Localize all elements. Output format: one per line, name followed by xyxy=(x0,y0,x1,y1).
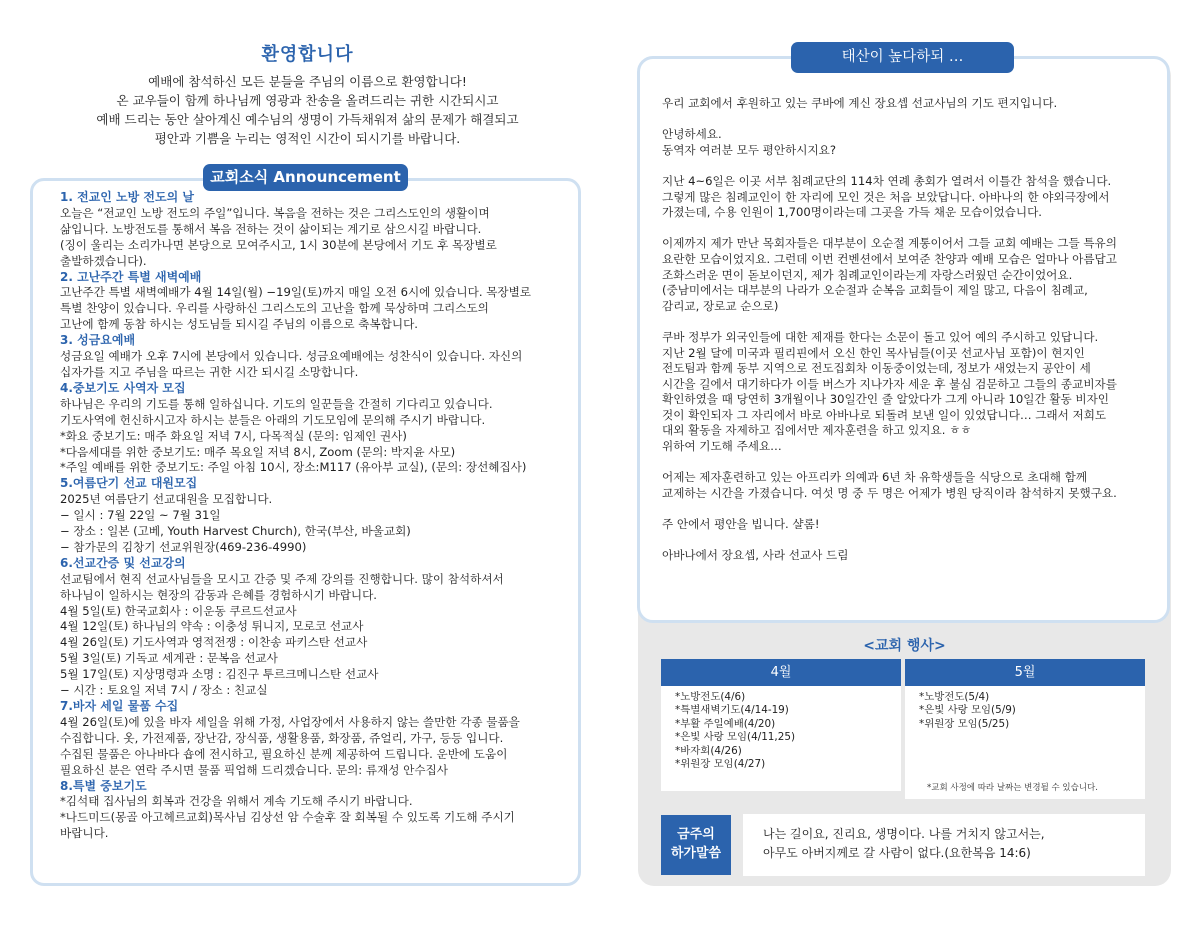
event-list xyxy=(661,686,901,771)
announcement-line: *다음세대를 위한 중보기도: 매주 목요일 저녁 8시, Zoom (문의: 박지윤 사모) xyxy=(60,444,456,459)
announcement-line: 수집된 물품은 아나바다 숍에 전시하고, 필요하신 분께 제공하여 드립니다. 운반에 도움이 xyxy=(60,746,508,761)
welcome-section xyxy=(40,40,575,148)
letter-line: 주 안에서 평안을 빕니다. 샬롬! xyxy=(662,517,820,532)
announcement-line: 성금요일 예배가 오후 7시에 본당에서 있습니다. 성금요예배에는 성찬식이 있습니다. 자신의 xyxy=(60,349,523,364)
letter-line: 시간을 길에서 대기하다가 이들 버스가 지나가자 세운 후 불심 검문하고 그들의 종교비자를 xyxy=(662,376,1117,391)
event-item: * 바자회(4/26) xyxy=(675,745,901,758)
announcement-line: − 참가문의 김창기 선교위원장(469-236-4990) xyxy=(60,539,307,554)
letter-line: 동역자 여러분 모두 평안하시지요? xyxy=(662,142,837,157)
event-item: * 부활 주일예배(4/20) xyxy=(675,718,901,731)
announcement-line: *나드미드(몽골 아고헤르교회)목사님 김상선 암 수술후 잘 회복될 수 있도록 기도해 주시기 xyxy=(60,810,515,825)
letter-line: (중남미에서는 대부분의 나라가 오순절과 순복음 교회들이 제일 많고, 다음이 침례교, xyxy=(662,283,1088,298)
paragraph-gap xyxy=(662,221,1152,237)
letter-line: 지난 4~6일은 이곳 서부 침례교단의 114차 연례 총회가 열려서 이틀간 참석을 했습니다. xyxy=(662,173,1112,188)
announcement-line: *화요 중보기도: 매주 화요일 저녁 7시, 다목적실 (문의: 임제인 권사) xyxy=(60,428,407,443)
events-april xyxy=(661,659,901,791)
month-header: 5월 xyxy=(905,659,1145,686)
events-note: *교회 사정에 따라 날짜는 변경될 수 있습니다. xyxy=(927,783,1098,793)
letter-content xyxy=(662,96,1152,564)
announcements-header: 교회소식 Announcement xyxy=(203,164,408,191)
announcements-content xyxy=(60,190,575,842)
announcement-title: 3. 성금요예배 xyxy=(60,333,136,348)
announcement-line: 출발하겠습니다). xyxy=(60,253,147,268)
announcement-line: 2025년 여름단기 선교대원을 모집합니다. xyxy=(60,492,273,507)
letter-line: 그렇게 많은 침례교인이 한 자리에 모인 것은 처음 보았답니다. 아바나의 한 야외극장에서 xyxy=(662,189,1110,204)
welcome-line: 평안과 기쁨을 누리는 영적인 시간이 되시기를 바랍니다. xyxy=(154,131,461,146)
announcement-line: 하나님은 우리의 기도를 통해 일하십니다. 기도의 일꾼들을 간절히 기다리고 있습니다. xyxy=(60,396,493,411)
announcement-line: 삶입니다. 노방전도를 통해서 복음 전하는 것이 삶이되는 계기로 삼으시길 바랍니다. xyxy=(60,221,482,236)
announcement-line: − 시간 : 토요일 저녁 7시 / 장소 : 친교실 xyxy=(60,683,268,698)
announcement-line: 4월 26일(토) 기도사역과 영적전쟁 : 이찬송 파키스탄 선교사 xyxy=(60,635,368,650)
events-title: <교회 행사> xyxy=(863,638,946,654)
announcement-title: 1. 전교인 노방 전도의 날 xyxy=(60,190,194,204)
announcement-line: 특별 찬양이 있습니다. 우리를 사랑하신 그리스도의 고난을 함께 묵상하며 그리스도의 xyxy=(60,301,489,316)
letter-line: 대외 활동을 자제하고 집에서만 제자훈련을 하고 있지요. ㅎㅎ xyxy=(662,423,972,438)
letter-header: 태산이 높다하되 … xyxy=(791,42,1014,73)
letter-line: 우리 교회에서 후원하고 있는 쿠바에 계신 장요셉 선교사님의 기도 편지입니다. xyxy=(662,96,1058,110)
letter-line: 확인하였을 때 당연히 3개월이나 30일간인 줄 알았다가 그게 아니라 10일간 활동 비자인 xyxy=(662,392,1110,407)
announcement-line: 5월 17일(토) 지상명령과 소명 : 김진구 투르크메니스탄 선교사 xyxy=(60,667,379,682)
month-header: 4월 xyxy=(661,659,901,686)
verse-label xyxy=(661,815,731,875)
event-item: * 위원장 모임(5/25) xyxy=(919,718,1145,731)
letter-line: 아바나에서 장요셉, 사라 선교사 드림 xyxy=(662,548,849,563)
announcement-title: 8.특별 중보기도 xyxy=(60,778,147,793)
announcement-line: 필요하신 분은 연락 주시면 물품 픽업해 드리겠습니다. 문의: 류재성 안수집사 xyxy=(60,762,448,777)
announcement-title: 7.바자 세일 물품 수집 xyxy=(60,699,179,713)
event-item: * 은빛 사랑 모임(5/9) xyxy=(919,704,1145,717)
announcement-line: 수집합니다. 옷, 가전제품, 장난감, 장식품, 생활용품, 화장품, 쥬얼리, 가구, 등등 입니다. xyxy=(60,730,504,745)
letter-line: 어제는 제자훈련하고 있는 아프리카 의예과 6년 차 유학생들을 식당으로 초대해 함께 xyxy=(662,470,1088,485)
event-item: * 노방전도(4/6) xyxy=(675,691,901,704)
event-list xyxy=(905,686,1145,731)
letter-line: 위하여 기도해 주세요… xyxy=(662,439,782,454)
announcement-line: 기도사역에 헌신하시고자 하시는 분들은 아래의 기도모임에 문의해 주시기 바랍니다. xyxy=(60,412,486,427)
letter-line: 교제하는 시간을 가졌습니다. 여섯 명 중 두 명은 어제가 병원 당직이라 참석하지 못했구요. xyxy=(662,485,1117,500)
announcement-line: 고난에 함께 동참 하시는 성도님들 되시길 주님의 이름으로 축복합니다. xyxy=(60,317,418,332)
welcome-line: 예배 드리는 동안 살아계신 예수님의 생명이 가득채워져 삶의 문제가 해결되고 xyxy=(96,112,519,127)
announcement-line: 십자가를 지고 주님을 따르는 귀한 시간 되시길 소망합니다. xyxy=(60,364,359,379)
paragraph-gap xyxy=(662,314,1152,330)
announcement-title: 4.중보기도 사역자 모집 xyxy=(60,380,186,395)
announcement-line: 하나님이 일하시는 현장의 감동과 은혜를 경험하시기 바랍니다. xyxy=(60,587,377,602)
letter-line: 지난 2월 달에 미국과 필리핀에서 오신 한인 목사님들(이곳 선교사님 포함)이 현지인 xyxy=(662,345,1085,360)
welcome-line: 예배에 참석하신 모든 분들을 주님의 이름으로 환영합니다! xyxy=(148,74,467,89)
letter-line: 것이 확인되자 그 자리에서 바로 아바나로 되돌려 보낸 일이 있었답니다… 그래서 저희도 xyxy=(662,407,1107,422)
welcome-line: 온 교우들이 함께 하나님께 영광과 찬송을 올려드리는 귀한 시간되시고 xyxy=(116,93,499,108)
letter-line: 감리교, 장로교 순으로) xyxy=(662,298,779,313)
event-item: * 위원장 모임(4/27) xyxy=(675,758,901,771)
letter-line: 쿠바 정부가 외국인들에 대한 제재를 한다는 소문이 돌고 있어 예의 주시하고 있답니다. xyxy=(662,329,1099,344)
announcement-line: 선교팀에서 현직 선교사님들을 모시고 간증 및 주제 강의를 진행합니다. 많이 참석하셔서 xyxy=(60,571,504,586)
paragraph-gap xyxy=(662,158,1152,174)
letter-line: 조화스러운 면이 돋보이던지, 제가 침례교인이라는게 자랑스러웠던 순간이었어요. xyxy=(662,267,1073,282)
announcement-line: 4월 12일(토) 하나님의 약속 : 이충성 튀니지, 모로코 선교사 xyxy=(60,619,364,634)
event-item: * 노방전도(5/4) xyxy=(919,691,1145,704)
letter-line: 가졌는데, 수용 인원이 1,700명이라는데 그곳을 가득 채운 모습이었습니다. xyxy=(662,205,1042,220)
letter-line: 이제까지 제가 만난 목회자들은 대부분이 오순절 계통이어서 그들 교회 예배는 그들 특유의 xyxy=(662,236,1117,251)
announcement-title: 6.선교간증 및 선교강의 xyxy=(60,555,186,570)
announcement-line: 바랍니다. xyxy=(60,826,109,841)
event-item: * 은빛 사랑 모임(4/11,25) xyxy=(675,731,901,744)
paragraph-gap xyxy=(662,501,1152,517)
letter-line: 요란한 모습이었지요. 그런데 이번 컨벤션에서 보여준 찬양과 예배 모습은 얼마나 아름답고 xyxy=(662,251,1117,266)
paragraph-gap xyxy=(662,455,1152,471)
announcement-line: − 일시 : 7월 22일 ~ 7월 31일 xyxy=(60,508,221,523)
verse-label-line: 금주의 xyxy=(677,827,715,842)
announcement-line: *김석태 집사님의 회복과 건강을 위해서 계속 기도해 주시기 바랍니다. xyxy=(60,794,413,809)
event-item: * 특별새벽기도(4/14-19) xyxy=(675,704,901,717)
paragraph-gap xyxy=(662,533,1152,549)
announcement-line: 4월 26일(토)에 있을 바자 세일을 위해 가정, 사업장에서 사용하지 않는 쓸만한 각종 물품을 xyxy=(60,714,520,729)
events-may xyxy=(905,659,1145,799)
verse-label-line: 하가말씀 xyxy=(670,846,722,861)
verse-text: 아무도 아버지께로 갈 사람이 없다.(요한복음 14:6) xyxy=(763,846,1031,860)
letter-line: 전도팀과 함께 동부 지역으로 전도집회차 이동중이었는데, 정보가 새었는지 공안이 세 xyxy=(662,361,1091,376)
announcement-line: 4월 5일(토) 한국교회사 : 이운동 쿠르드선교사 xyxy=(60,603,297,618)
announcement-line: − 장소 : 일본 (고베, Youth Harvest Church), 한국(부산, 바울교회) xyxy=(60,524,411,539)
announcement-line: 고난주간 특별 새벽예배가 4월 14일(월) −19일(토)까지 매일 오전 6시에 있습니다. 목장별로 xyxy=(60,285,531,300)
verse-box xyxy=(743,814,1145,876)
announcement-title: 2. 고난주간 특별 새벽예배 xyxy=(60,269,202,284)
announcement-line: *주일 예배를 위한 중보기도: 주일 아침 10시, 장소:M117 (유아부 교실), (문의: 장선혜집사) xyxy=(60,460,527,475)
paragraph-gap xyxy=(662,112,1152,128)
announcement-title: 5.여름단기 선교 대원모집 xyxy=(60,476,198,491)
verse-text: 나는 길이요, 진리요, 생명이다. 나를 거치지 않고서는, xyxy=(763,827,1045,841)
announcement-line: (징이 울리는 소리가나면 본당으로 모여주시고, 1시 30분에 본당에서 기도 후 목장별로 xyxy=(60,237,497,252)
announcement-line: 오늘은 “전교인 노방 전도의 주일”입니다. 복음을 전하는 것은 그리스도인의 생활이며 xyxy=(60,205,490,220)
letter-line: 안녕하세요. xyxy=(662,127,722,142)
welcome-title: 환영합니다 xyxy=(261,44,354,65)
announcement-line: 5월 3일(토) 기독교 세계관 : 문복음 선교사 xyxy=(60,651,278,666)
